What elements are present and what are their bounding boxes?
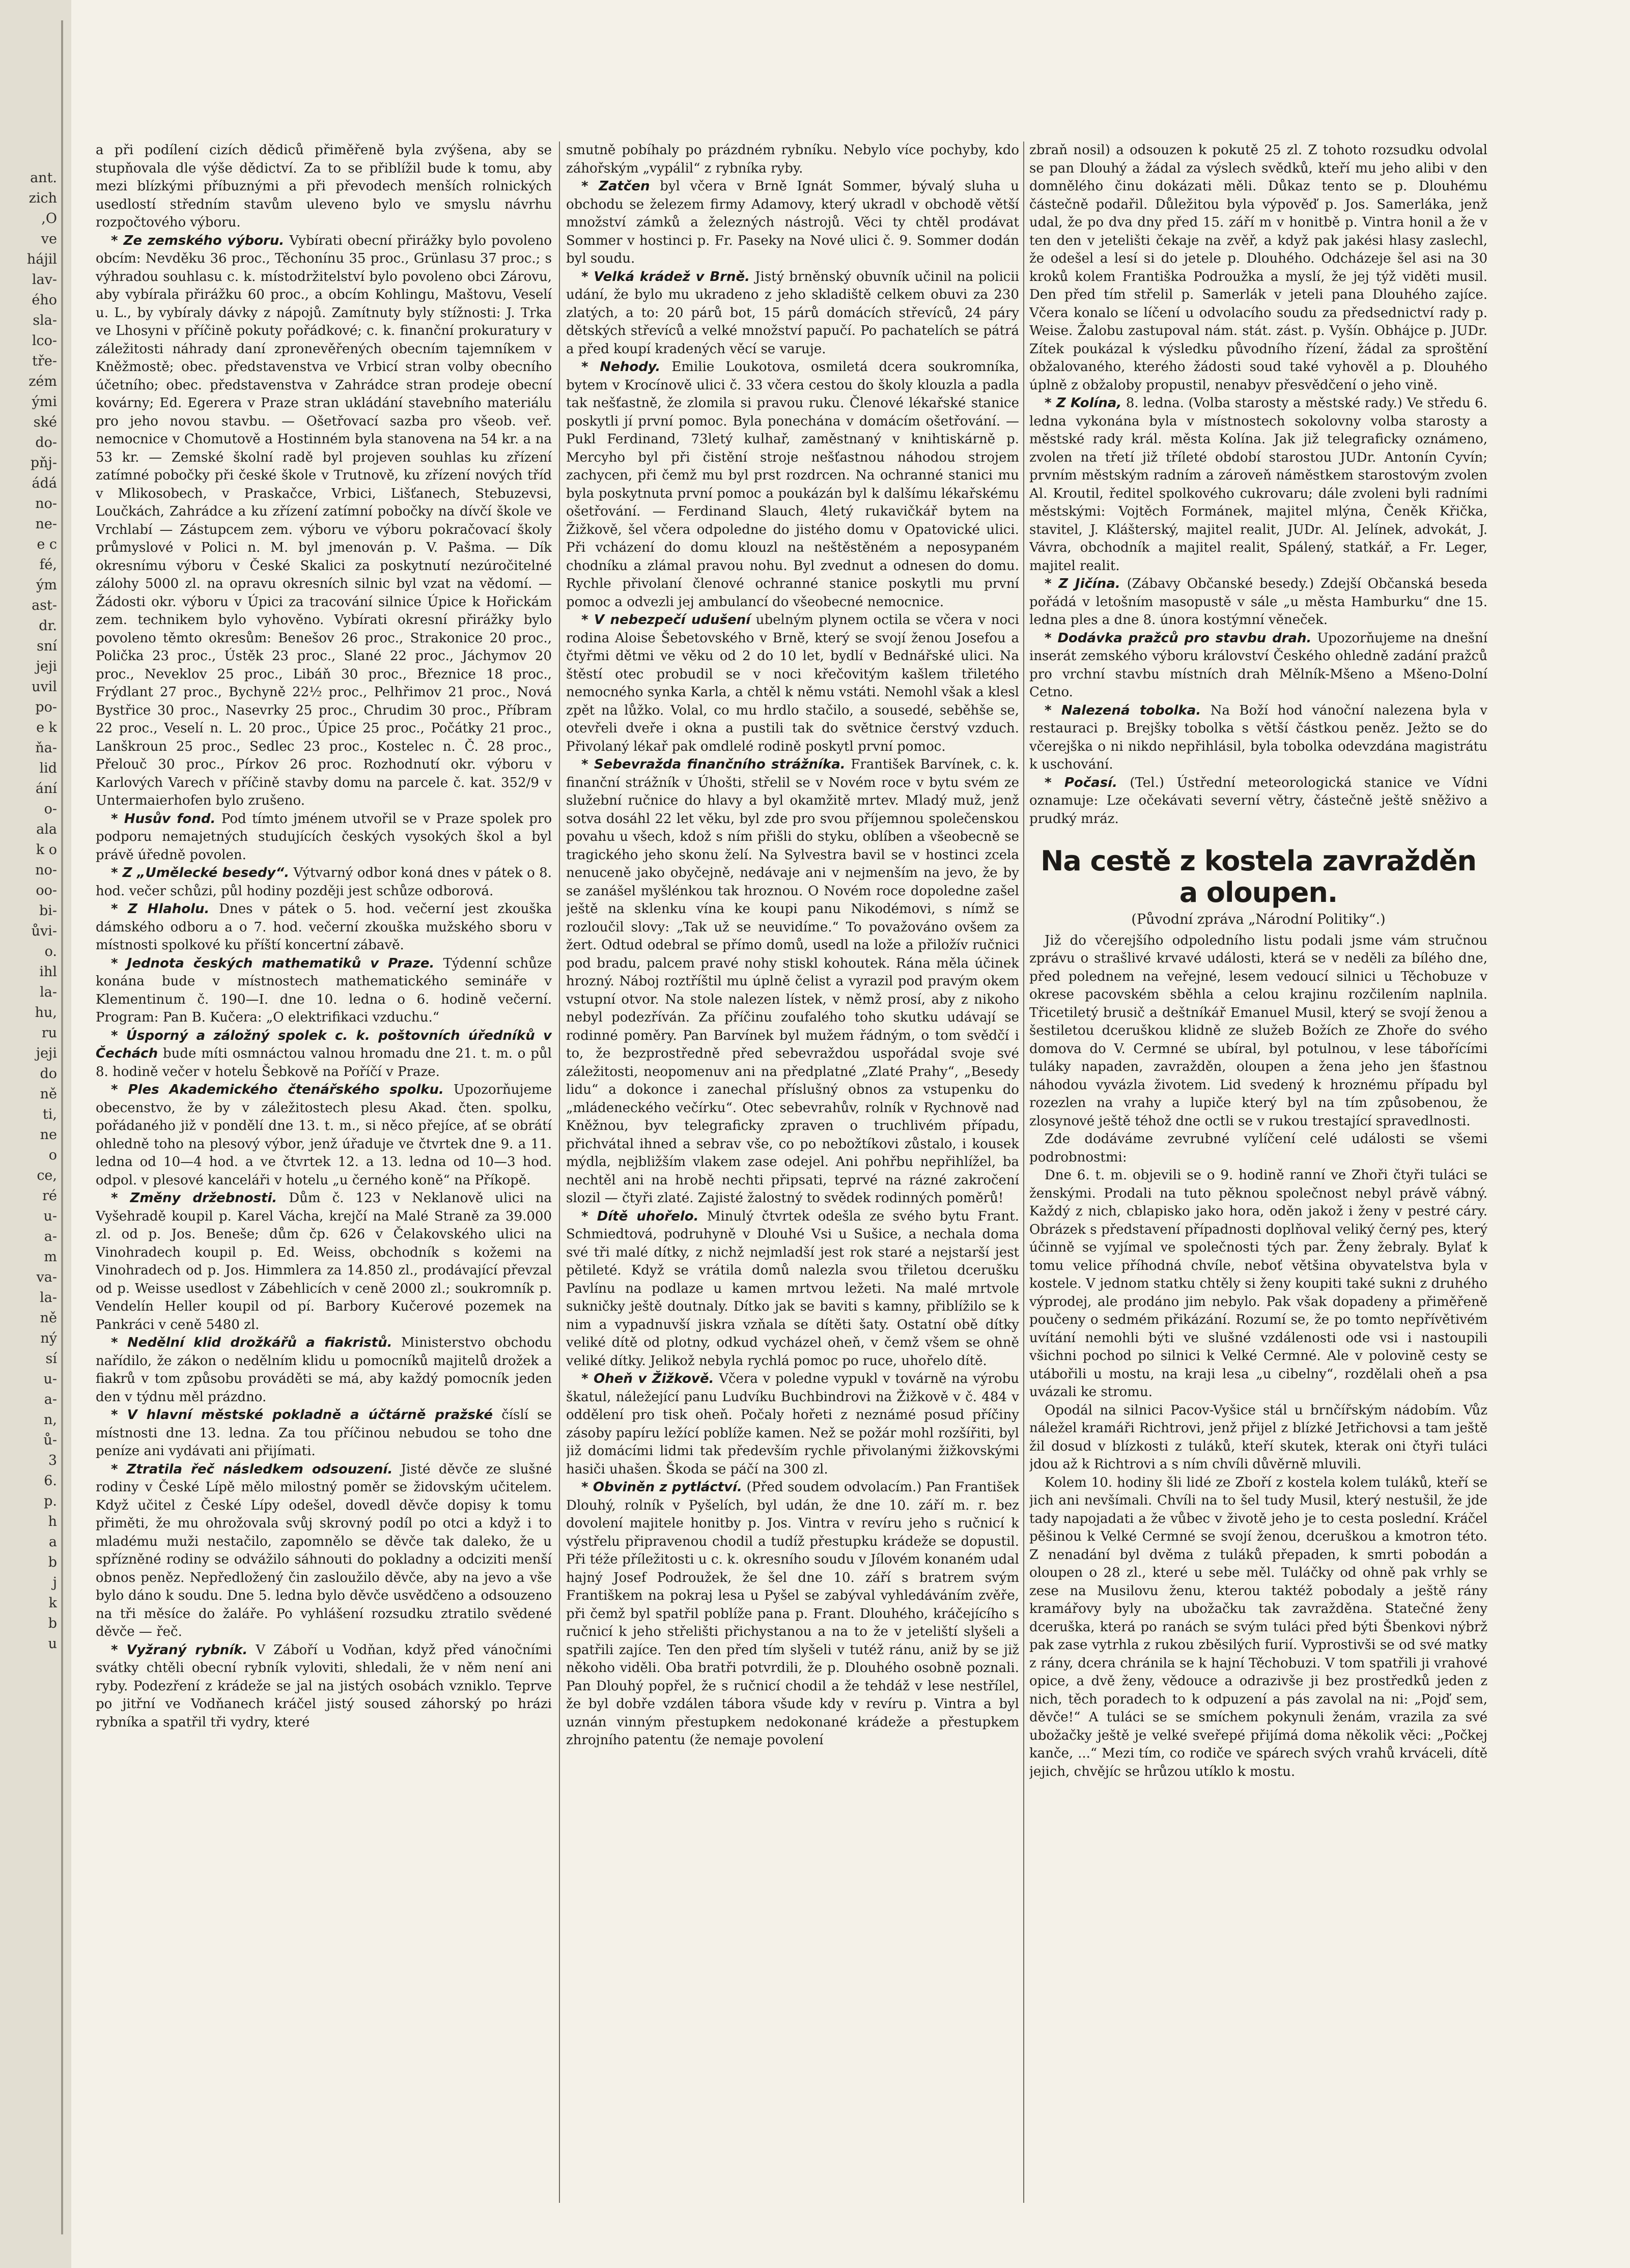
news-item-heading: * Nalezená tobolka. bbox=[1045, 702, 1201, 718]
news-item-heading: * V nebezpečí udušení bbox=[581, 612, 751, 628]
fragment-line: ým bbox=[36, 577, 57, 593]
news-item-heading: * Ztratila řeč následkem odsouzení. bbox=[111, 1461, 393, 1477]
news-item-heading: * Z Hlaholu. bbox=[111, 901, 210, 917]
fragment-line: 3 bbox=[48, 1453, 57, 1468]
news-item-heading: * Z „Umělecké besedy“. bbox=[111, 865, 290, 881]
fragment-line: ne bbox=[40, 1127, 57, 1143]
news-item bbox=[96, 864, 552, 900]
news-item-heading: * Počasí. bbox=[1045, 775, 1117, 790]
news-item-text: Emilie Loukotova, osmiletá dcera soukromníka, bytem v Krocínově ulici č. 33 včera cestou do školy klouzla a padla tak nešťastně, že zlomila si pravou ruku. Členové lékařské stanice poskytli jí první pomoc. Byla ponechána v domácím ošetřování. — Pukl Ferdinand, 73letý kulhař, zaměstnaný v knihtiskárně p. Mercyho byl při čistění stroje nešťastnou náhodou strojem zachycen, při čemž mu byl prst rozdrcen. Na ochranné stanici mu byla poskytnuta první pomoc a poukázán byl k dalšímu lékařskému ošetřování. — Ferdinand Slauch, 4letý rukavičkář bytem na Žižkově, šel včera odpoledne do jistého domu v Opatovické ulici. Při vcházení do domu klouzl na neštěstěném a neposypaném chodníku a zlámal pravou nohu. Byl zvednut a odnesen do domu. Rychle přivolaní členové ochranné stanice poskytli mu první pomoc a odvezli jej ambulancí do všeobecné nemocnice. bbox=[566, 359, 1019, 610]
fragment-line: sí bbox=[45, 1351, 57, 1367]
fragment-line: ant. bbox=[30, 170, 57, 186]
news-item bbox=[566, 1370, 1019, 1479]
news-item-text: Opodál na silnici Pacov-Vyšice stál u brnčířským nádobím. Vůz náležel kramáři Richtrovi, jenž přijel z blízké Jetřichovsi a tam ještě žil dosud v blízkosti z tuláků, kteří skutek, kterak oni čtyři tuláci jdou až k Richtrovi a s ním chvíli důvěrně mluvili. bbox=[1029, 1402, 1487, 1472]
news-item-heading: * Z Jičína. bbox=[1045, 576, 1120, 591]
news-item-heading: * Ples Akademického čtenářského spolku. bbox=[111, 1082, 444, 1097]
news-column-1 bbox=[96, 141, 552, 2208]
news-item-heading: * Oheň v Žižkově. bbox=[581, 1371, 714, 1386]
fragment-line: jeji bbox=[36, 1045, 57, 1061]
fragment-line: ru bbox=[41, 1025, 57, 1041]
fragment-line: ný bbox=[40, 1330, 57, 1346]
news-item-text: (Zábavy Občanské besedy.) Zdejší Občanská beseda pořádá v letošním masopustě v sále „u města Hamburku“ dne 15. ledna ples a dne 8. února kostýmní věneček. bbox=[1029, 576, 1487, 628]
fragment-line: sní bbox=[37, 638, 57, 654]
news-item-heading: * Dodávka pražců pro stavbu drah. bbox=[1045, 630, 1312, 646]
news-item bbox=[566, 268, 1019, 359]
news-item-heading: * Vyžraný rybník. bbox=[111, 1642, 248, 1658]
news-paragraph bbox=[1029, 1167, 1487, 1402]
news-item-heading: * Nehody. bbox=[581, 359, 661, 375]
news-item bbox=[96, 1461, 552, 1641]
news-item bbox=[566, 611, 1019, 756]
fragment-line: h bbox=[48, 1514, 57, 1529]
fragment-line: ými bbox=[32, 394, 57, 410]
news-item-text: smutně pobíhaly po prázdném rybníku. Nebylo více pochyby, kdo záhořským „vypálil“ z rybníka ryby. bbox=[566, 143, 1019, 176]
news-item bbox=[1029, 702, 1487, 774]
news-item-heading: * Ze zemského výboru. bbox=[111, 233, 285, 248]
news-item-text: Kolem 10. hodiny šli lidé ze Zboří z kostela kolem tuláků, kteří se jich ani nevšímali. Chvíli na to šel tudy Musil, který nestušil, že jde tady napojadati a že vůbec v životě jeho je to cesta poslední. Kráčel pěšinou k Velké Cermné se svojí ženou, dceruškou a kmotron této. Z nenadání byl dvěma z tuláků přepaden, k smrti pobodán a oloupen o 28 zl., které u sebe měl. Tuláčky od ohně pak vrhly se zese na Musilovu ženu, kterou taktéž pobodaly a ještě rány kramářovy byly na ubožačku tak zavražděna. Statečné ženy dceruška, která po ranách se svým tuláci před býti Šbenkovi nýbrž pak zase vytrhla z rukou zběsilých furií. Vyprostivši se od své matky z rány, dcera chránila se k hajní Těchobuzi. V tom spatřili ji vrahové opice, a dvě ženy, vědouce a odrazivše ji bez prostředků jeden z nich, těch poradech to k odpuzení a pás zavolal na ni: „Pojď sem, děvče!“ A tuláci se se smíchem pokynuli ženám, vrazila za své ubožačky ještě je velké sveřepé přijímá doma několik věci: „Počkej kanče, ...“ Mezi tím, co rodiče ve spárech svých vrahů krváceli, dítě jejich, chvějíc se hrůzou utíklo k mostu. bbox=[1029, 1475, 1487, 1779]
fragment-line: jeji bbox=[36, 659, 57, 674]
news-item-text: Zde dodáváme zevrubné vylíčení celé události se všemi podrobnostmi: bbox=[1029, 1131, 1487, 1165]
fragment-line: ádá bbox=[32, 475, 57, 491]
fragment-line: zich bbox=[29, 190, 57, 206]
fragment-line: o. bbox=[44, 944, 57, 959]
news-item-heading: * Jednota českých mathematiků v Praze. bbox=[111, 955, 435, 971]
news-item-heading: * Úsporný a záložný spolek c. k. poštovních úředníků v Čechách bbox=[96, 1028, 552, 1061]
news-item-text: Jisté děvče ze slušné rodiny v České Lípě mělo milostný poměr se židovským učitelem. Když učitel z České Lípy odešel, dovedl děvče dopisy k tomu přiměti, že mu ohrožovala svůj skrovný podíl po otci a když i to mladému muži nestačilo, zapomnělo se děvče tak daleko, že u spřízněné rodiny se odvážilo sáhnouti do pokladny a odciziti menší obnos peněz. Nepředložený čin zasloužilo děvče, aby na jevo a vše bylo dáno k soudu. Dne 5. ledna bylo děvče usvědčeno a odsouzeno na tři měsíce do žaláře. Po vyhlášení rozsudku ztratilo svědené děvče — řeč. bbox=[96, 1461, 552, 1639]
fragment-line: ne- bbox=[35, 516, 57, 532]
fragment-line: po- bbox=[35, 699, 57, 715]
headline-line-1: Na cestě z kostela zavražděn bbox=[1041, 845, 1476, 877]
fragment-line: lav- bbox=[32, 272, 57, 288]
fragment-line: hájil bbox=[26, 251, 57, 267]
news-item bbox=[1029, 394, 1487, 575]
fragment-line: la- bbox=[40, 984, 57, 1000]
fragment-line: ůvi- bbox=[31, 923, 57, 939]
fragment-line: do bbox=[40, 1066, 57, 1082]
fragment-line: b bbox=[48, 1615, 57, 1631]
news-item-text: František Barvínek, c. k. finanční strážník v Úhošti, střelil se v Novém roce v bytu svém ze služební ručnice do hlavy a byl okamžitě mrtev. Mladý muž, jenž sotva dosáhl 22 let věku, byl zde pro svou příjemnou společenskou povahu u všech, kdož s ním přišli do styku, oblíben a všeobecně se tragického jeho skonu želí. Na Sylvestra bavil se v hostinci zcela nenuceně jako obyčejně, nedávaje ani v nejmenším na jevo, že by se zanášel myšlénkou tak hroznou. O Novém roce dopoledne zašel ještě na sklenku vína ke koupi panu Nikodémovi, s nímž se rozloučil slovy: „Tak už se neuvidíme.“ To považováno ovšem za žert. Odtud odebral se přímo domů, usedl na lože a přiložív ručnici pod bradu, palcem pravé nohy stiskl kohoutek. Rána měla účinek hrozný. Náboj roztříštil mu úplně čelist a vyrazil pod pravým okem vstupní otvor. Na stole nalezen lístek, v němž prosí, aby z nikoho nebyl podezříván. Za příčinu zoufalého toho skutku udávají se rodinné poměry. Pan Barvínek byl mužem řádným, o tom svědčí i to, že bezprostředně před sebevraždou uspořádal svoje své záležitosti, neopomenuv ani na předplatné „Zlaté Prahy“, „Besedy lidu“ a dokonce i zanechal příslušný obnos za vstupenku do „mládeneckého večírku“. Otec sebevrahův, rolník v Rychnově nad Kněžnou, byv telegraficky zpraven o truchlivém případu, přichvátal ihned a sebrav vše, co po nebožtíkovi zůstalo, i kousek mýdla, nejbližším vlakem zase odejel. Ani pohřbu nepřihlížel, ba nechtěl ani na hrobě nechti připsati, teprvé na rázné zakročení slozil — čtyři zlaté. Zajisté žalostný to svědek rodinných poměrů! bbox=[566, 757, 1019, 1206]
column-rule bbox=[559, 141, 560, 2203]
news-item-text: V Záboří u Vodňan, když před vánočními svátky chtěli obecní rybník vyloviti, shledali, že v něm není ani ryby. Podezření z krádeže se jal na jistých osobách vzniklo. Teprve po jitřní ve Vodňanech kráčel jistý soused záhorský po hrázi rybníka a spatřil tři vydry, které bbox=[96, 1642, 552, 1730]
news-item bbox=[96, 1641, 552, 1732]
fragment-line: k o bbox=[36, 842, 57, 858]
news-item-text: (Před soudem odvolacím.) Pan František Dlouhý, rolník v Pyšelích, byl udán, že dne 10. září m. r. bez dovolení majitele honitby p. Jos. Vintra v revíru jeho s ručnicí k výstřelu připravenou chodil a tudíž přestupku krádeže se dopustil. Při téže příležitosti u c. k. okresního soudu v Jílovém konaném udal hajný Josef Podroužek, že šel dne 10. září s bratrem svým Františkem na pokraj lesa u Pyšel se zabýval vyhledáváním zvěře, při čemž byl spatřil poblíže pana p. Frant. Dlouhého, kráčejícího s ručnicí k jeho střelišti přichystanou a na to že v jeteliští slyšeli a spatřili zajíce. Ten den před tím slyšeli v tutéž ránu, aniž by se již někoho viděli. Oba bratři potvrdili, že p. Dlouhého osobně poznali. Pan Dlouhý popřel, že s ručnicí chodil a že tehdáž v lese nestřílel, že byl dobře vzdálen tábora všude kdy v revíru p. Vintra a byl uznán vinným přestupkem nedokonané krádeže a přestupkem zhrojního patentu (že nemaje povolení bbox=[566, 1480, 1019, 1748]
fragment-line: oo- bbox=[36, 883, 57, 898]
news-item bbox=[96, 810, 552, 865]
news-item-text: Výtvarný odbor koná dnes v pátek o 8. hod. večer schůzi, půl hodiny později jest schůze odborová. bbox=[96, 865, 552, 899]
fragment-line: ihl bbox=[39, 964, 57, 980]
fragment-line: p. bbox=[44, 1493, 57, 1509]
news-item bbox=[96, 955, 552, 1027]
fragment-line: ce, bbox=[37, 1168, 57, 1183]
fragment-line: o bbox=[48, 1147, 57, 1163]
headline-line-2: a oloupen. bbox=[1179, 876, 1338, 909]
news-item bbox=[96, 1081, 552, 1189]
news-item bbox=[1029, 630, 1487, 702]
binding-gutter bbox=[61, 20, 63, 2234]
fragment-line: lco- bbox=[32, 333, 57, 349]
fragment-line: u bbox=[48, 1636, 57, 1652]
fragment-line: o- bbox=[44, 801, 57, 817]
news-item-heading: * Nedělní klid drožkářů a fiakristů. bbox=[111, 1335, 392, 1350]
fragment-line: ré bbox=[42, 1188, 57, 1204]
fragment-line: va- bbox=[36, 1269, 57, 1285]
fragment-line: e k bbox=[36, 720, 57, 735]
fragment-line: ého bbox=[32, 292, 57, 308]
news-item-text: Vybírati obecní přirážky bylo povoleno obcím: Nevděku 36 proc., Těchonínu 35 proc., Grünlasu 37 proc.; s výhradou souhlasu c. k. místodržitelství bylo povoleno obci Zárovu, aby vybírala přirážku 60 proc., a obcím Kohlingu, Maštovu, Veselí u. L., by vybíraly dávky z nápojů. Zamítnuty byly stížnosti: J. Trka ve Lhosyni v příčině pokuty pořádkové; c. k. finanční prokuratury v záležitosti náhrady daní zpronevěřených obecním tajemníkem v Kněžmostě; obec. představenstva ve Vrbicí stran volby obecního účetního; obec. představenstva v Zahrádce stran prodeje obecní kovárny; Ed. Egerera v Praze stran ukládání stavebního materiálu pro jeho novou stavbu. — Ošetřovací sazba pro všeob. veř. nemocnice v Chomutově a Hostinném byla stanovena na 54 kr. a na 53 kr. — Zemské školní radě byl projeven souhlas ku zřízení zatímné pobočky při české škole v Trutnově, ku zřízení nových tříd v Mlikosobech, v Praskačce, Vrbici, Lišťanech, Stebuzevsi, Loučkách, Zahrádce a ku zřízení zatímní pobočky na dívčí škole ve Vrchlabí — Zástupcem zem. výboru ve výboru pokračovací školy průmyslové v Polici n. M. byl jmenován p. V. Pašma. — Dík okresnímu výboru v České Skalici za poskytnutí nezúročitelné zálohy 5000 zl. na opravu okresních silnic byl vzat na vědomí. — Žádosti okr. výboru v Úpici za tracování silnice Úpice k Hořickám zem. technikem bylo vyhověno. Vybírati okresní přirážky bylo povoleno těmto okresům: Benešov 26 proc., Strakonice 20 proc., Polička 23 proc., Ústěk 23 proc., Slané 22 proc., Jáchymov 20 proc., Neveklov 25 proc., Libáň 30 proc., Březnice 18 proc., Frýdlant 27 proc., Bychyně 22½ proc., Pelhřimov 21 proc., Nová Bystřice 30 proc., Nasevrky 25 proc., Chrudim 30 proc., Příbram 22 proc., Veselí n. L. 20 proc., Úpice 25 proc., Počátky 21 proc., Lanškroun 25 proc., Sedlec 23 proc., Kostelec n. Č. 28 proc., Přelouč 30 proc., Pírkov 26 proc. Rozhodnutí okr. výboru v Karlových Varech v příčině stavby domu na parcele č. kat. 352/9 v Untermaierhofen bylo zrušeno. bbox=[96, 233, 552, 808]
news-item bbox=[96, 1334, 552, 1406]
news-paragraph bbox=[96, 141, 552, 232]
news-item-text: Již do včerejšího odpoledního listu podali jsme vám stručnou zprávu o strašlivé krvavé události, která se v neděli za bílého dne, před polednem na veřejné, lesem vedoucí silnici u Těchobuze v okrese pacovském sběhla a celou krajinu rozčilením naplnila. Třicetiletý brusič a deštníkář Emanuel Musil, který se svojí ženou a šestiletou dceruškou klidně ze služeb Božích ze Zhoře do svého domova do V. Cermné se ubíral, byl potulnou, v lese tábořícími tuláky napaden, zavražděn, oloupen a žena jeho jen šťastnou náhodou vyvázla životem. Lid svedený k hroznému případu byl rozezlen na vrahy a lupiče který byl na tím způsobenou, že zlosynové ještě téhož dne octli se v rukou trestající spravedlnosti. bbox=[1029, 932, 1487, 1129]
fragment-line: m bbox=[44, 1249, 57, 1265]
fragment-line: la- bbox=[40, 1290, 57, 1306]
news-item-text: číslí se místnosti dne 13. ledna. Za tou příčinou nebudou se toho dne peníze ani vydávati ani přijímati. bbox=[96, 1407, 552, 1459]
news-paragraph bbox=[566, 141, 1019, 178]
fragment-line: n, bbox=[44, 1412, 57, 1428]
news-item-heading: * Obviněn z pytláctví. bbox=[581, 1480, 742, 1495]
news-item-text: bude míti osmnáctou valnou hromadu dne 21. t. m. o půl 8. hodině večer v hotelu Šebkově na Poříčí v Praze. bbox=[96, 1046, 552, 1080]
fragment-line: 6. bbox=[44, 1473, 57, 1489]
news-item-text: Dům č. 123 v Neklanově ulici na Vyšehradě koupil p. Karel Vácha, krejčí na Malé Straně za 39.000 zl. od p. Jos. Beneše; dům čp. 626 v Čelakovského ulici na Vinohradech koupil p. Ed. Weiss, obchodník s kožemi na Vinohradech od p. Jos. Himmlera za 14.850 zl., prodávající převzal od p. Weisse usedlost v Zábehlicích v ceně 2000 zl.; soukromník p. Vendelín Heller koupil od pí. Barbory Kučerové pozemek na Pankráci v ceně 5480 zl. bbox=[96, 1190, 552, 1333]
fragment-line: lid bbox=[39, 760, 57, 776]
fragment-line: ů- bbox=[43, 1432, 57, 1448]
news-paragraph bbox=[1029, 1402, 1487, 1474]
news-item-text: (Tel.) Ústřední meteorologická stanice ve Vídni oznamuje: Lze očekávati severní větry, částečně ještě sněživo a prudký mráz. bbox=[1029, 775, 1487, 827]
fragment-line: ání bbox=[35, 781, 57, 797]
fragment-line: k bbox=[48, 1595, 57, 1611]
news-item-heading: * Sebevražda finančního strážníka. bbox=[581, 757, 846, 772]
fragment-line: ně bbox=[40, 1310, 57, 1326]
fragment-line: no- bbox=[35, 862, 57, 878]
news-item-text: Upozorňujeme na dnešní inserát zemského výboru království Českého ohledně zadání pražců pro vrchní stavbu místních drah Mělník-Mšeno a Mšeno-Dolní Cetno. bbox=[1029, 630, 1487, 700]
article-headline bbox=[1029, 845, 1487, 909]
news-item bbox=[1029, 575, 1487, 630]
fragment-line: ala bbox=[36, 821, 57, 837]
news-paragraph bbox=[1029, 932, 1487, 1131]
fragment-line: bi- bbox=[39, 903, 57, 919]
news-item bbox=[96, 1189, 552, 1334]
news-item-text: Minulý čtvrtek odešla ze svého bytu Frant. Schmiedtová, podruhyně v Dlouhé Vsi u Sušice, a nechala doma své tři malé dítky, z nichž nejmladší jest rok staré a nejstarší jest pětileté. Když se vrátila domů nalezla svou třiletou dcerušku Pavlínu na podlaze u kamen mrtvou ležeti. Na malé mrtvole sukničky ještě doutnaly. Dítko jak se baviti s kamny, přiblížilo se k nim a vypadnuvší jiskra vzňala se dítěti šaty. Ostatní obě dítky veliké dítě od plotny, odkud vycházel oheň, v čemž všem se ohně veliké dítky. Jelikož nebyla rychlá pomoc po ruce, uhořelo dítě. bbox=[566, 1208, 1019, 1369]
news-item bbox=[566, 1208, 1019, 1371]
news-item-text: a při podílení cizích dědiců přiměřeně byla zvýšena, aby se stupňovala dle výše dědictví. Za to se přiblížil bude k tomu, aby mezi blízkými příbuznými a při převodech menších rolnických usedlostí středním stavům uleveno bylo ve smyslu návrhu rozpočtového výboru. bbox=[96, 143, 552, 230]
fragment-line: u- bbox=[43, 1371, 57, 1387]
fragment-line: ské bbox=[33, 414, 57, 430]
news-item bbox=[1029, 774, 1487, 829]
news-column-3 bbox=[1029, 141, 1487, 2208]
news-item-text: byl včera v Brně Ignát Sommer, bývalý sluha u obchodu se železem firmy Adamovy, který ukradl v obchodě větší množství zámků a železných nástrojů. Věci ty chtěl prodávat Sommer v hostinci p. Fr. Paseky na Nové ulici č. 9. Sommer dodán byl soudu. bbox=[566, 179, 1019, 266]
news-item-text: Pod tímto jménem utvořil se v Praze spolek pro podporu nemajetných studujících českých vysokých škol a byl právě úředně povolen. bbox=[96, 811, 552, 863]
fragment-line: ,O bbox=[41, 211, 57, 226]
news-item-heading: * Zatčen bbox=[581, 179, 650, 194]
fragment-line: do- bbox=[35, 435, 57, 450]
news-item-text: Na Boží hod vánoční nalezena byla v restauraci p. Brejšky tobolka s větší částkou peněz. Ježto se do včerejška o ni nikdo nepřihlásil, byla tobolka odevzdána magistrátu k uschování. bbox=[1029, 702, 1487, 772]
news-item-text: Jistý brněnský obuvník učinil na policii udání, že bylo mu ukradeno z jeho skladiště celkem obuvi za 230 zlatých, a to: 20 párů bot, 15 párů domácích střevíců, 24 páry dětských střevíců a velké množství papučí. Po pachatelích se pátrá a před koupí kradených věcí se varuje. bbox=[566, 269, 1019, 357]
news-item bbox=[566, 1479, 1019, 1750]
news-item-text: zbraň nosil) a odsouzen k pokutě 25 zl. Z tohoto rozsudku odvolal se pan Dlouhý a žádal za výslech svědků, kteří mu jeho alibi v den domnělého činu dokázati měli. Důkaz tento se p. Dlouhému částečně podařil. Důležitou byla výpověď p. Jos. Samerláka, jenž udal, že po dva dny před 15. září m v honitbě p. Vintra honil a že v ten den v jetelišti čekaje na zvěř, a když pak jakési hlasy zaslechl, že odešel a lesí si do jetele p. Dlouhého. Odcházeje šel asi na 30 kroků kolem Františka Podroužka a myslí, že jej týž viděti musil. Den před tím střelil p. Samerlák v jeteli pana Dlouhého zajíce. Včera konalo se líčení u odvolacího soudu za předsednictví rady p. Weise. Žalobu zastupoval nám. stát. zást. p. Vyšín. Obhájce p. JUDr. Zítek poukázal k výsledku původního řízení, žádal za sproštění obžalovaného, kterého žádosti soud také vyhověl a p. Dlouhého úplně z obžaloby propustil, nenabyv přesvědčení o jeho vině. bbox=[1029, 143, 1487, 393]
news-item bbox=[96, 232, 552, 810]
news-item-text: Upozorňujeme obecenstvo, že by v záležitostech plesu Akad. čten. spolku, pořádaného již v pondělí dne 13. t. m., si něco přejíce, ať se obrátí ohledně toho na plesový výbor, jenž úřaduje ve čtvrtek dne 9. a 11. ledna od 10—4 hod. a ve čtvrtek 12. a 13. ledna od 10—3 hod. odpol. v plesové kanceláři v hotelu „u černého koně“ na Příkopě. bbox=[96, 1082, 552, 1188]
news-item-heading: * Z Kolína, bbox=[1045, 395, 1122, 411]
fragment-line: pňj- bbox=[30, 455, 57, 471]
fragment-line: tře- bbox=[32, 353, 57, 369]
news-item-heading: * Dítě uhořelo. bbox=[581, 1208, 699, 1224]
fragment-line: b bbox=[48, 1554, 57, 1570]
fragment-line: a bbox=[48, 1534, 57, 1550]
news-item-text: Ministerstvo obchodu nařídilo, že zákon o nedělním klidu u pomocníků majitelů drožek a fiakrů v tom způsobu prováděti se má, aby každý pomocník jeden den v týdnu měl prázdno. bbox=[96, 1335, 552, 1405]
news-item-text: ubelným plynem octila se včera v noci rodina Aloise Šebetovského v Brně, který se svojí ženou Josefou a čtyřmi dětmi ve věku od 2 do 10 let, bydlí v Bednářské ulici. Na štěstí otec probudil se v noci křečovitým kašlem třiletého nemocného synka Karla, a chtěl k němu vstáti. Nemohl však a klesl zpět na lůžko. Volal, co mu hrdlo stačilo, a sousedé, seběhše se, otevřeli dveře i okna a pustili tak do světnice čerstvý vzduch. Přivolaný lékař pak omdlelé rodině poskytl první pomoc. bbox=[566, 612, 1019, 754]
fragment-line: ast- bbox=[32, 598, 57, 613]
fragment-line: e c bbox=[37, 536, 57, 552]
news-item bbox=[566, 756, 1019, 1208]
fragment-line: u- bbox=[43, 1208, 57, 1224]
fragment-line: zém bbox=[29, 374, 57, 389]
news-item bbox=[96, 1406, 552, 1461]
news-item-text: Včera v poledne vypukl v továrně na výrobu škatul, náležející panu Ludvíku Buchbindrovi na Žižkově v č. 484 v oddělení pro tisk oheň. Počaly hořeti z neznámé posud příčiny zásoby papíru ležící poblíže kamen. Než se požár mohl rozšířiti, byl již domácími lidmi tak především rychle přivolanými žižkovskými hasiči uhašen. Škoda se páčí na 300 zl. bbox=[566, 1371, 1019, 1477]
news-item-heading: * Velká krádež v Brně. bbox=[581, 269, 750, 285]
fragment-line: no- bbox=[35, 496, 57, 512]
news-paragraph bbox=[1029, 1130, 1487, 1167]
news-item bbox=[96, 1027, 552, 1082]
news-item bbox=[96, 900, 552, 955]
news-item bbox=[566, 358, 1019, 611]
fragment-line: hu, bbox=[35, 1005, 57, 1020]
fragment-line: uvil bbox=[32, 679, 57, 695]
fragment-line: sla- bbox=[33, 313, 57, 328]
fragment-line: j bbox=[52, 1575, 57, 1591]
news-item-text: Dne 6. t. m. objevili se o 9. hodině ranní ve Zhoři čtyři tuláci se ženskými. Prodali na tuto pěknou společnost nebyl právě vábný. Každý z nich, cblapisko jako hora, oděn jakož i ženy v pestré cáry. Obrázek s představení případnosti doplňoval veliký černý pes, který účinně se vyjímal ve společnosti tých par. Ženy žebraly. Bylať k tomu velice příhodná chvíle, neboť většina obyvatelstva byla v kostele. V jednom statku chtěly si ženy koupiti také sukni z druhého výprodej, ale prodáno jim nebylo. Pak však dopadeny a přiměřeně poučeny o sedmém přikázání. Rozumí se, že po tomto nepřívětivém uvítání nemohli býti ve slušné vzdálenosti ode vsi i nastoupili všichni pochod po silnici k Velké Cermné. Ale v polovině cesty se utábořili u mostu, na kraji lesa „u cibelny“, rozdělali oheň a psa uvázali ke stromu. bbox=[1029, 1168, 1487, 1400]
news-item-text: 8. ledna. (Volba starosty a městské rady.) Ve středu 6. ledna vykonána byla v místnostech sokolovny volba starosty a městské rady král. města Kolína. Jak již telegraficky oznámeno, zvolen na třetí již tříleté období starostou JUDr. Antonín Cyvín; prvním městským radním a zároveň náměstkem starostovým zvolen Al. Kroutil, ředitel spolkového cukrovaru; dále zvoleni byli radními městskými: Vojtěch Formánek, majitel mlýna, Čeněk Křička, stavitel, J. Klášterský, majitel realit, JUDr. Al. Jelínek, advokát, J. Vávra, obchodník a majitel realit, Spálený, statkář, a Fr. Leger, majitel realit. bbox=[1029, 395, 1487, 574]
fragment-line: ti, bbox=[42, 1107, 57, 1122]
fragment-line: ve bbox=[41, 231, 57, 247]
fragment-line: a- bbox=[44, 1229, 57, 1244]
news-item-heading: * V hlavní městské pokladně a účtárně pražské bbox=[111, 1407, 493, 1423]
news-item-text: Dnes v pátek o 5. hod. večerní jest zkouška dámského odboru a o 7. hod. večerní zkouška mužského sboru v místnosti spolkové ku příští koncertní zábavě. bbox=[96, 901, 552, 953]
news-item-text: Týdenní schůze konána bude v místnostech mathematického semináře v Klementinum č. 190—I. dne 10. ledna o 6. hodině večerní. Program: Pan B. Kučera: „O elektrifikaci vzduchu.“ bbox=[96, 955, 552, 1025]
fragment-line: fé, bbox=[39, 557, 57, 573]
news-paragraph bbox=[1029, 141, 1487, 394]
fragment-line: a- bbox=[44, 1392, 57, 1407]
news-column-2 bbox=[566, 141, 1019, 2208]
news-paragraph bbox=[1029, 1474, 1487, 1781]
previous-page-column-fragment bbox=[0, 168, 57, 2102]
fragment-line: ňa- bbox=[35, 740, 57, 756]
fragment-line: dr. bbox=[39, 618, 57, 634]
news-item-heading: * Změny držebnosti. bbox=[111, 1190, 277, 1206]
news-item bbox=[566, 178, 1019, 268]
article-subhead: (Původní zpráva „Národní Politiky“.) bbox=[1131, 912, 1386, 927]
news-item-heading: * Husův fond. bbox=[111, 811, 216, 827]
fragment-line: ně bbox=[40, 1086, 57, 1102]
column-rule bbox=[1023, 141, 1024, 2203]
